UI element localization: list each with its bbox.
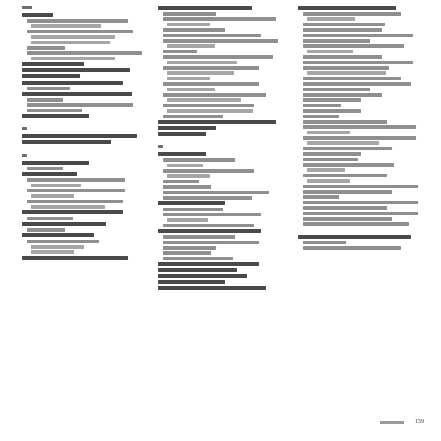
index-entry [22, 74, 146, 80]
index-entry-text [158, 201, 225, 205]
index-subentry [158, 185, 282, 190]
index-subentry [158, 55, 282, 60]
index-entry-text [303, 61, 413, 65]
index-entry-text [167, 61, 237, 65]
index-subentry [22, 87, 146, 92]
index-column-left [22, 6, 146, 262]
index-subentry [158, 208, 282, 213]
index-entry [158, 229, 282, 235]
page-number: 159 [415, 419, 424, 425]
index-subentry [158, 196, 282, 201]
index-entry-text [163, 213, 261, 217]
index-subentry [158, 213, 282, 218]
index-letter-head [22, 154, 146, 160]
index-entry-text [163, 251, 211, 255]
index-subentry [22, 217, 146, 222]
index-subentry [22, 98, 146, 103]
index-entry-text [31, 184, 81, 188]
index-entry-text [158, 229, 261, 233]
index-continuation [22, 194, 146, 199]
index-entry [22, 210, 146, 216]
index-subentry [298, 88, 422, 93]
index-continuation [158, 218, 282, 223]
index-subentry [298, 120, 422, 125]
index-subentry [158, 257, 282, 262]
index-entry [22, 256, 146, 262]
index-entry [158, 152, 282, 158]
index-entry-text [303, 158, 358, 162]
index-entry-text [158, 268, 237, 272]
index-entry-text [27, 189, 125, 193]
index-subentry [158, 224, 282, 229]
index-entry-text [31, 35, 115, 39]
index-entry-text [163, 50, 197, 54]
index-entry-text [22, 6, 32, 9]
index-continuation [158, 61, 282, 66]
index-subentry [158, 93, 282, 98]
index-entry-text [167, 23, 210, 27]
index-continuation [298, 71, 422, 76]
index-continuation [22, 184, 146, 189]
index-continuation [22, 250, 146, 255]
index-entry-text [22, 92, 132, 96]
index-subentry [298, 147, 422, 152]
index-entry-text [163, 196, 252, 200]
index-continuation [158, 164, 282, 169]
index-entry-text [22, 222, 106, 226]
index-entry-text [31, 57, 115, 61]
index-entry-text [22, 81, 123, 85]
index-subentry [298, 109, 422, 114]
index-subentry [22, 167, 146, 172]
index-entry-text [27, 51, 142, 55]
index-entry-text [27, 228, 65, 232]
index-entry-text [303, 120, 387, 124]
index-entry-text [27, 87, 70, 91]
index-entry-text [307, 168, 345, 172]
index-subentry [158, 191, 282, 196]
index-entry-text [307, 141, 379, 145]
index-entry-text [303, 147, 392, 151]
index-subentry [298, 39, 422, 44]
index-entry [158, 268, 282, 274]
index-entry [22, 68, 146, 74]
index-continuation [22, 41, 146, 46]
index-entry-text [27, 217, 73, 221]
index-entry-text [27, 46, 65, 50]
index-entry-text [31, 24, 101, 28]
index-entry-text [163, 34, 261, 38]
index-entry-text [31, 245, 84, 249]
index-continuation [158, 44, 282, 49]
index-subentry [298, 115, 422, 120]
index-subentry [298, 158, 422, 163]
index-subentry [298, 66, 422, 71]
index-subentry [298, 185, 422, 190]
index-subentry [298, 163, 422, 168]
index-subentry [298, 217, 422, 222]
index-subentry [158, 34, 282, 39]
index-entry-text [298, 235, 411, 239]
index-entry [298, 235, 422, 241]
index-letter-gap [158, 138, 282, 145]
index-subentry [158, 251, 282, 256]
index-entry-text [167, 164, 203, 168]
index-subentry [158, 17, 282, 22]
index-continuation [158, 174, 282, 179]
index-subentry [158, 28, 282, 33]
index-entry-text [307, 71, 386, 75]
index-entry-text [303, 39, 370, 43]
index-subentry [298, 206, 422, 211]
index-subentry [22, 51, 146, 56]
index-entry-text [307, 179, 350, 183]
index-entry [158, 132, 282, 138]
index-entry [22, 134, 146, 140]
index-entry-text [303, 136, 416, 140]
index-entry-text [163, 104, 254, 108]
index-entry-text [158, 120, 276, 124]
index-entry-text [27, 30, 133, 34]
index-entry-text [163, 82, 259, 86]
index-entry-text [158, 152, 206, 156]
index-continuation [298, 141, 422, 146]
index-entry-text [303, 77, 401, 81]
index-entry-text [303, 93, 382, 97]
index-entry-text [303, 201, 418, 205]
index-entry-text [303, 241, 346, 245]
index-continuation [158, 23, 282, 28]
index-entry-text [27, 167, 63, 171]
index-entry-text [22, 62, 84, 66]
index-entry-text [22, 233, 94, 237]
index-entry-text [27, 109, 82, 113]
index-entry-text [22, 161, 89, 165]
index-entry-text [163, 208, 223, 212]
index-entry [22, 62, 146, 68]
index-subentry [298, 104, 422, 109]
index-entry-text [22, 256, 128, 260]
index-entry-text [163, 246, 216, 250]
index-entry-text [167, 44, 215, 48]
index-entry-text [303, 82, 411, 86]
index-subentry [158, 241, 282, 246]
index-entry-text [158, 6, 252, 10]
index-continuation [298, 50, 422, 55]
index-subentry [298, 98, 422, 103]
index-entry [22, 222, 146, 228]
index-entry-text [167, 218, 208, 222]
running-footer-label [380, 421, 404, 424]
index-column-middle [158, 6, 282, 293]
index-continuation [22, 245, 146, 250]
index-entry-text [303, 125, 416, 129]
index-continuation [298, 179, 422, 184]
index-subentry [298, 201, 422, 206]
index-subentry [158, 82, 282, 87]
index-subentry [298, 241, 422, 246]
index-subentry [298, 174, 422, 179]
page-footer [380, 419, 424, 427]
index-entry [158, 6, 282, 12]
index-entry-text [163, 191, 269, 195]
index-subentry [298, 82, 422, 87]
index-entry [298, 6, 422, 12]
index-subentry [158, 50, 282, 55]
index-letter-head [22, 6, 146, 12]
index-entry-text [167, 174, 210, 178]
index-entry-text [298, 6, 396, 10]
index-entry-text [163, 39, 278, 43]
index-entry-text [163, 12, 216, 16]
index-subentry [22, 109, 146, 114]
index-entry-text [158, 262, 259, 266]
index-entry-text [22, 140, 111, 144]
index-subentry [158, 12, 282, 17]
index-entry-text [27, 19, 128, 23]
index-entry-text [22, 127, 27, 130]
index-entry-text [303, 217, 392, 221]
index-subentry [158, 180, 282, 185]
index-subentry [298, 212, 422, 217]
index-entry-text [303, 104, 341, 108]
index-entry-text [31, 194, 74, 198]
index-subentry [298, 125, 422, 130]
index-entry-text [158, 126, 216, 130]
index-entry-text [27, 200, 123, 204]
index-entry-text [27, 178, 125, 182]
index-entry-text [31, 41, 110, 45]
index-entry [158, 274, 282, 280]
index-entry-text [22, 210, 123, 214]
index-entry-text [307, 131, 350, 135]
index-letter-gap [298, 228, 422, 235]
index-entry [22, 13, 146, 19]
index-subentry [158, 115, 282, 120]
index-entry-text [303, 174, 387, 178]
index-continuation [298, 131, 422, 136]
index-entry [22, 161, 146, 167]
index-subentry [22, 178, 146, 183]
index-entry-text [167, 88, 215, 92]
index-entry-text [303, 55, 382, 59]
index-entry-text [303, 185, 418, 189]
index-entry-text [163, 17, 276, 21]
index-entry-text [303, 152, 361, 156]
index-continuation [22, 57, 146, 62]
index-entry-text [303, 109, 361, 113]
index-entry-text [167, 71, 234, 75]
index-subentry [22, 30, 146, 35]
index-entry-text [303, 195, 339, 199]
index-entry [158, 280, 282, 286]
index-entry-text [303, 212, 418, 216]
index-entry-text [163, 180, 199, 184]
index-entry [158, 120, 282, 126]
index-subentry [158, 66, 282, 71]
index-entry-text [307, 17, 355, 21]
index-entry-text [163, 169, 254, 173]
index-entry-text [158, 280, 225, 284]
index-entry-text [303, 222, 409, 226]
index-entry-text [22, 134, 137, 138]
index-entry-text [158, 274, 247, 278]
index-subentry [22, 46, 146, 51]
index-subentry [22, 189, 146, 194]
index-continuation [158, 71, 282, 76]
index-entry-text [303, 246, 401, 250]
index-entry-text [303, 88, 370, 92]
index-entry-text [303, 12, 401, 16]
index-subentry [298, 152, 422, 157]
index-subentry [298, 28, 422, 33]
index-entry-text [27, 240, 99, 244]
index-entry-text [303, 66, 389, 70]
index-continuation [22, 205, 146, 210]
index-subentry [298, 190, 422, 195]
index-entry-text [303, 44, 404, 48]
index-subentry [298, 77, 422, 82]
index-subentry [22, 103, 146, 108]
index-subentry [298, 55, 422, 60]
index-entry [22, 233, 146, 239]
index-entry-text [303, 206, 387, 210]
index-entry-text [31, 250, 74, 254]
index-entry [22, 114, 146, 120]
index-entry-text [167, 98, 241, 102]
index-subentry [298, 34, 422, 39]
index-column-right [298, 6, 422, 252]
index-entry [158, 126, 282, 132]
index-entry-text [303, 23, 385, 27]
index-entry [22, 140, 146, 146]
index-subentry [158, 235, 282, 240]
index-subentry [298, 23, 422, 28]
index-entry-text [158, 286, 266, 290]
index-continuation [158, 77, 282, 82]
index-entry-text [163, 235, 235, 239]
index-continuation [22, 24, 146, 29]
index-subentry [22, 228, 146, 233]
index-continuation [298, 17, 422, 22]
index-subentry [22, 19, 146, 24]
index-continuation [22, 35, 146, 40]
index-entry-text [158, 145, 163, 148]
index-entry [158, 201, 282, 207]
index-continuation [158, 98, 282, 103]
index-letter-gap [22, 147, 146, 154]
index-subentry [298, 44, 422, 49]
index-entry-text [303, 115, 339, 119]
index-subentry [298, 12, 422, 17]
index-entry [22, 92, 146, 98]
index-subentry [298, 93, 422, 98]
index-entry-text [163, 28, 225, 32]
index-entry-text [163, 241, 259, 245]
index-entry-text [158, 132, 206, 136]
index-entry-text [22, 13, 53, 17]
index-subentry [22, 240, 146, 245]
index-subentry [298, 61, 422, 66]
index-entry-text [303, 34, 413, 38]
index-subentry [298, 222, 422, 227]
index-entry-text [303, 28, 382, 32]
index-subentry [298, 195, 422, 200]
index-subentry [22, 200, 146, 205]
index-continuation [158, 109, 282, 114]
index-entry-text [31, 205, 105, 209]
index-entry-text [163, 115, 223, 119]
index-subentry [158, 158, 282, 163]
index-continuation [158, 88, 282, 93]
index-entry-text [163, 257, 233, 261]
index-entry-text [22, 74, 80, 78]
index-entry [158, 286, 282, 292]
index-entry-text [22, 172, 77, 176]
index-entry [22, 172, 146, 178]
index-entry-text [303, 163, 394, 167]
index-continuation [298, 168, 422, 173]
index-entry-text [22, 114, 89, 118]
index-entry-text [303, 190, 392, 194]
index-letter-head [158, 145, 282, 151]
index-entry-text [163, 66, 259, 70]
index-entry-text [27, 103, 133, 107]
index-entry-text [22, 154, 27, 157]
index-entry-text [167, 109, 253, 113]
index-entry-text [303, 98, 361, 102]
index-subentry [158, 39, 282, 44]
index-entry-text [163, 158, 235, 162]
index-letter-head [22, 127, 146, 133]
index-letter-gap [22, 120, 146, 127]
index-subentry [158, 104, 282, 109]
index-subentry [298, 246, 422, 251]
index-entry-text [27, 98, 63, 102]
index-entry-text [163, 185, 211, 189]
index-entry-text [307, 50, 353, 54]
index-entry-text [167, 77, 210, 81]
index-entry-text [163, 224, 254, 228]
index-entry-text [22, 68, 130, 72]
index-entry [158, 262, 282, 268]
index-subentry [158, 246, 282, 251]
index-entry-text [163, 55, 273, 59]
index-subentry [298, 136, 422, 141]
index-entry [22, 81, 146, 87]
index-entry-text [163, 93, 266, 97]
index-subentry [158, 169, 282, 174]
